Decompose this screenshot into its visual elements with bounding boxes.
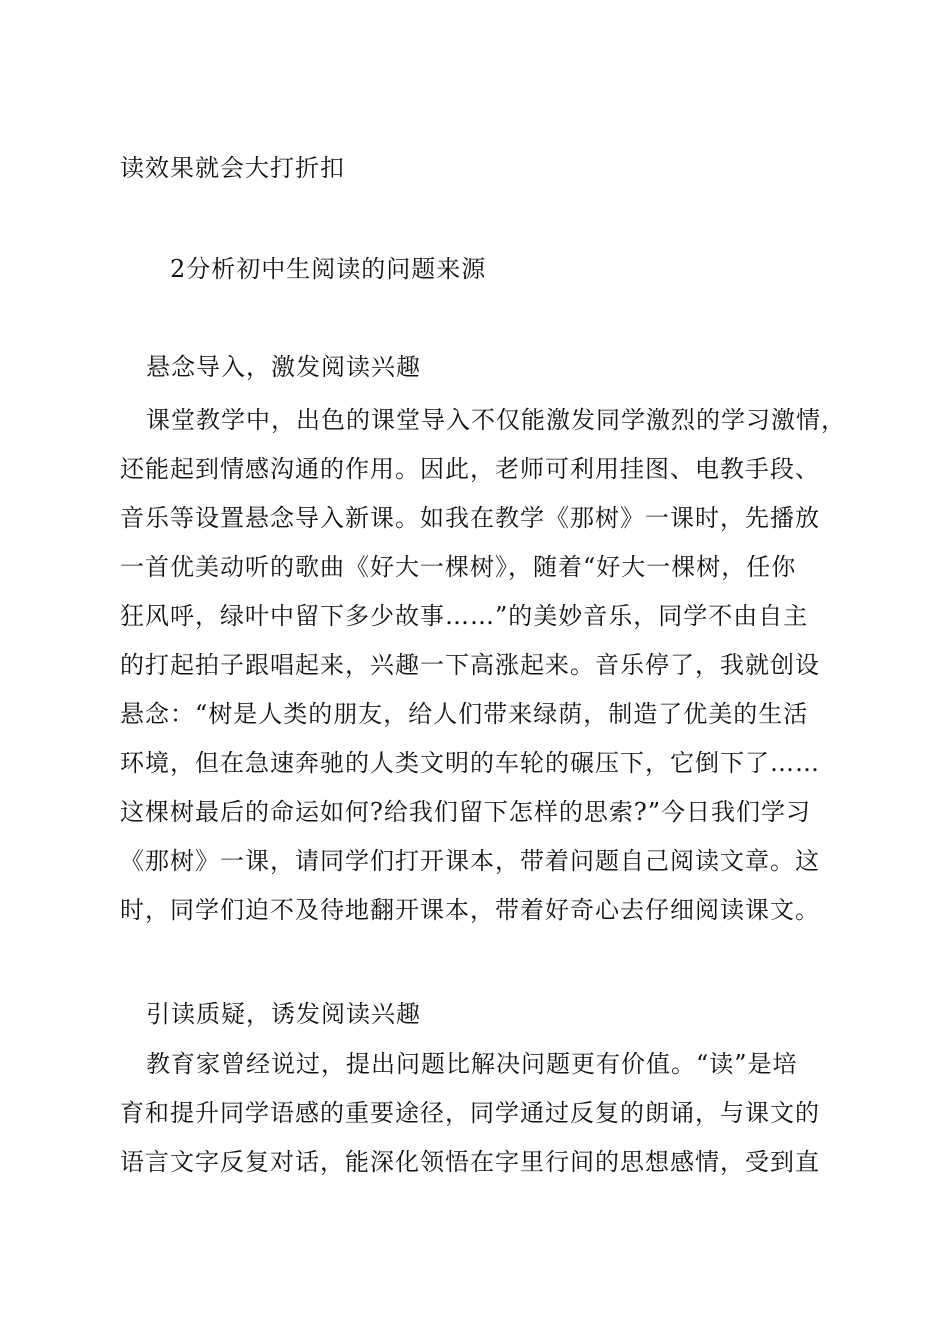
paragraph-line: 课堂教学中，出色的课堂导入不仅能激发同学激烈的学习激情，: [146, 406, 846, 434]
subsection-title: 悬念导入，激发阅读兴趣: [146, 353, 421, 381]
paragraph-line: 的打起拍子跟唱起来，兴趣一下高涨起来。音乐停了，我就创设: [120, 651, 820, 679]
continuation-line: 读效果就会大打折扣: [120, 154, 345, 182]
paragraph-line: 环境，但在急速奔驰的人类文明的车轮的碾压下，它倒下了……: [120, 749, 820, 777]
paragraph-line: 时，同学们迫不及待地翻开课本，带着好奇心去仔细阅读课文。: [120, 896, 820, 924]
paragraph-line: 教育家曾经说过，提出问题比解决问题更有价值。“读”是培: [146, 1050, 798, 1078]
paragraph-line: 一首优美动听的歌曲《好大一棵树》，随着“好大一棵树，任你: [120, 553, 797, 581]
paragraph-line: 《那树》一课，请同学们打开课本，带着问题自己阅读文章。这: [120, 847, 820, 875]
paragraph-line: 语言文字反复对话，能深化领悟在字里行间的思想感情，受到直: [120, 1148, 820, 1176]
subsection-title: 引读质疑，诱发阅读兴趣: [146, 1000, 421, 1028]
paragraph-line: 这棵树最后的命运如何?给我们留下怎样的思索?”今日我们学习: [120, 798, 812, 826]
section-heading: 2分析初中生阅读的问题来源: [170, 255, 487, 283]
paragraph-line: 育和提升同学语感的重要途径，同学通过反复的朗诵，与课文的: [120, 1099, 820, 1127]
paragraph-line: 音乐等设置悬念导入新课。如我在教学《那树》一课时，先播放: [120, 504, 820, 532]
paragraph-line: 狂风呼，绿叶中留下多少故事……”的美妙音乐，同学不由自主: [120, 602, 809, 630]
paragraph-line: 还能起到情感沟通的作用。因此，老师可利用挂图、电教手段、: [120, 455, 820, 483]
paragraph-line: 悬念：“树是人类的朋友，给人们带来绿荫，制造了优美的生活: [120, 700, 809, 728]
